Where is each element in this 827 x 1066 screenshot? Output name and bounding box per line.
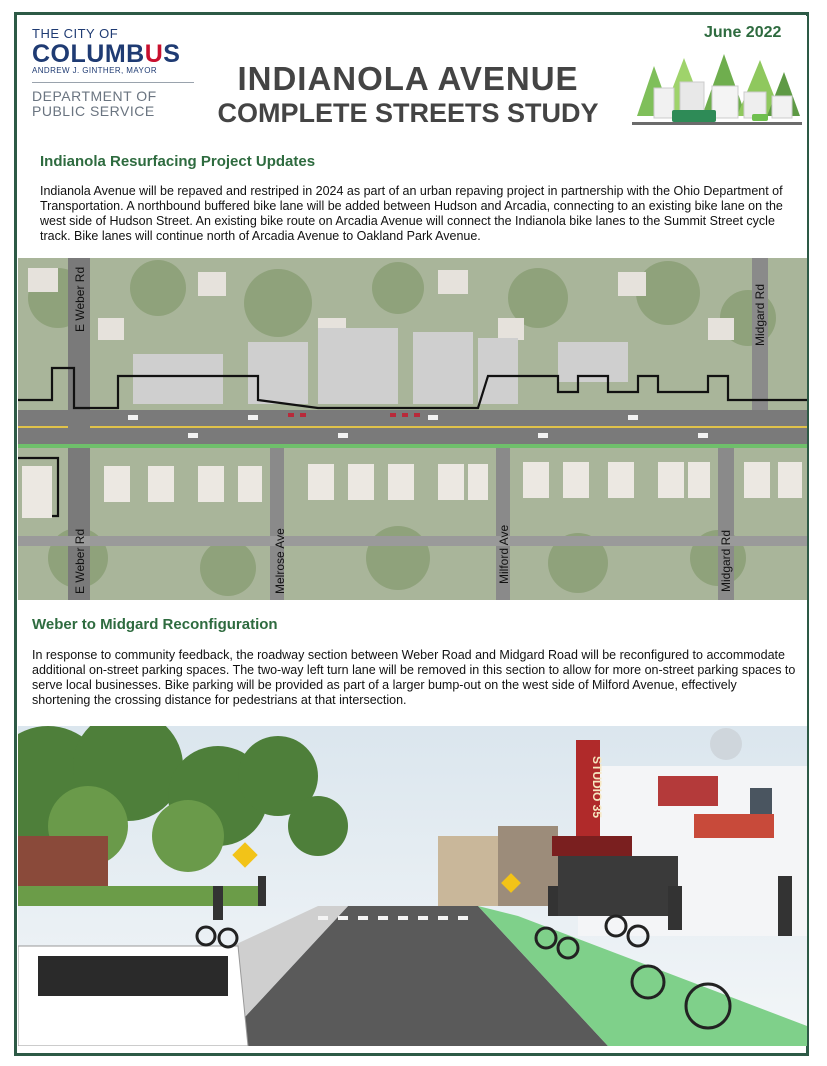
dept-line2: PUBLIC SERVICE	[32, 103, 155, 119]
page-title: INDIANOLA AVENUE	[237, 60, 579, 97]
resurfacing-section	[18, 144, 807, 258]
aerial-map-image	[18, 258, 807, 600]
reconfiguration-section	[18, 600, 807, 726]
city-illustration-icon	[632, 46, 802, 128]
header	[18, 16, 807, 144]
map-label-midgard-south: Midgard Rd	[719, 529, 733, 592]
city-logo	[32, 26, 202, 119]
issue-date: June 2022	[704, 24, 782, 41]
theater-marquee: STUDIO 35	[590, 756, 604, 819]
reconfiguration-body: In response to community feedback, the roadway section between Weber Road and Midgard Road will be reconfigured to accommodate additional on-street parking spaces. The two-way left turn lane will be removed in this section to allow for more on-street parking spaces to serve local businesses. Bike parking will be provided as part of a larger bump-out on the west side of Milford Avenue, effectively shortening the crossing distance for pedestrians at that intersection.	[32, 648, 796, 707]
logo-part-a: COLUMB	[32, 40, 145, 68]
resurfacing-body: Indianola Avenue will be repaved and restriped in 2024 as part of an urban repaving project in partnership with the Ohio Department of Transportation. A northbound buffered bike lane will be added between Hudson and Arcadia, connecting to an existing bike lane on the west side of Hudson Street. An existing bike route on Arcadia Avenue will connect the Indianola bike lanes to the Summit Street cycle track. Bike lanes will continue north of Arcadia Avenue to Oakland Park Avenue.	[40, 184, 783, 243]
logo-divider	[32, 82, 194, 83]
logo-line1: THE CITY OF	[32, 26, 119, 41]
street-rendering	[18, 726, 807, 1046]
logo-part-c: S	[163, 40, 181, 68]
dept-line1: DEPARTMENT OF	[32, 88, 157, 104]
map-label-midgard-north: Midgard Rd	[753, 283, 767, 346]
aerial-map	[18, 258, 807, 600]
map-label-melrose: Melrose Ave	[273, 528, 287, 594]
street-rendering-image	[18, 726, 807, 1046]
map-label-milford: Milford Ave	[497, 524, 511, 584]
resurfacing-heading: Indianola Resurfacing Project Updates	[40, 153, 316, 170]
reconfiguration-heading: Weber to Midgard Reconfiguration	[32, 616, 278, 633]
logo-wordmark	[32, 41, 202, 67]
map-label-weber-south: E Weber Rd	[73, 528, 87, 594]
page-subtitle: COMPLETE STREETS STUDY	[217, 98, 599, 128]
logo-part-b: U	[144, 40, 164, 68]
logo-mayor: ANDREW J. GINTHER, MAYOR	[32, 66, 158, 75]
map-label-weber-north: E Weber Rd	[73, 266, 87, 332]
